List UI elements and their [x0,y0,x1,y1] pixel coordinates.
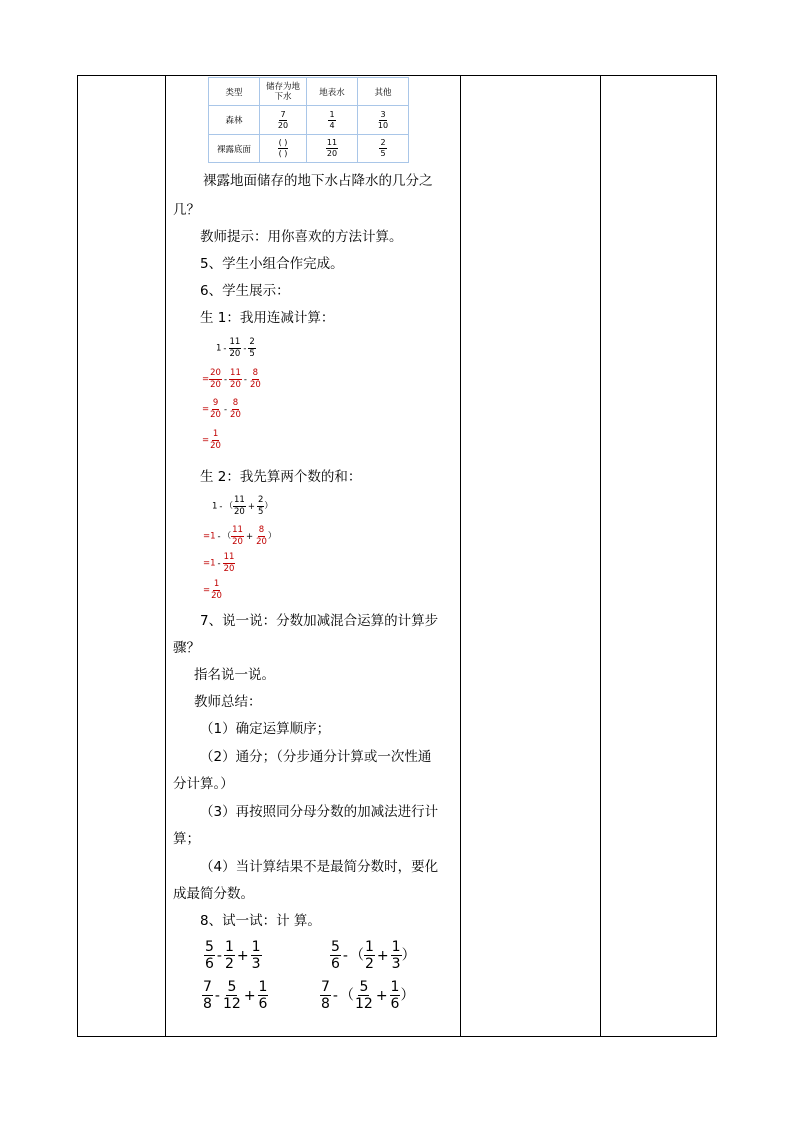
point-instruction: 指名说一说。 [194,667,275,683]
row-label: 森林 [209,106,260,135]
rule-2-line-1: （2）通分；（分步通分计算或一次性通 [200,749,432,765]
exercise-4: $\frac{7}{8}$ - （ $\frac{5}{12}$ + $\frac{1}{6}$ ） [321,979,415,1012]
fraction-cell: $\frac{7}{20}$ [260,106,307,135]
header-cell: 地表水 [307,78,358,106]
rule-2-line-2: 分计算。） [173,776,234,792]
s1-step-b: = $\frac{9}{20}$ - $\frac{8}{20}$ [202,398,241,420]
step-7-line-1: 7、说一说：分数加减混合运算的计算步 [200,613,439,629]
s1-step-a: = $\frac{20}{20}$ - $\frac{11}{20}$ - $\frac{8}{20}$ [202,368,261,390]
fraction-cell: $\frac{2}{5}$ [358,135,409,163]
student-2-title: 生 2：我先算两个数的和： [200,469,362,485]
step-6: 6、学生展示： [200,283,290,299]
question-line-2: 几？ [173,202,200,218]
column-divider-3 [600,76,601,1036]
water-storage-table [208,77,409,163]
s2-expression: 1 - （ $\frac{11}{20}$ + $\frac{2}{5}$ ） [212,495,273,517]
rule-3-line-1: （3）再按照同分母分数的加减法进行计 [200,804,439,820]
column-divider-1 [165,76,166,1036]
question-line-1: 裸露地面储存的地下水占降水的几分之 [203,173,433,189]
step-8: 8、试一试：计 算。 [200,913,321,929]
column-divider-2 [460,76,461,1036]
s2-step-b: =1 - $\frac{11}{20}$ [203,552,235,574]
header-cell: 其他 [358,78,409,106]
header-cell: 储存为地下水 [260,78,307,106]
rule-3-line-2: 算； [173,831,200,847]
student-1-title: 生 1：我用连减计算： [200,310,335,326]
s1-result: = $\frac{1}{20}$ [202,429,221,451]
fraction-cell: $\frac{3}{10}$ [358,106,409,135]
exercise-3: $\frac{7}{8}$ - $\frac{5}{12}$ + $\frac{1}{6}$ [203,979,268,1012]
s2-step-a: =1 - （ $\frac{11}{20}$ + $\frac{8}{20}$ ） [203,525,277,547]
exercise-1: $\frac{5}{6}$ - $\frac{1}{2}$ + $\frac{1}{3}$ [205,939,261,972]
fraction-cell-blank: ( ) ( ) [260,135,307,163]
s1-expression: 1 - $\frac{11}{20}$ - $\frac{2}{5}$ [216,337,255,359]
exercise-2: $\frac{5}{6}$ - （ $\frac{1}{2}$ + $\frac{1}{3}$ ） [331,939,416,972]
fraction-cell: $\frac{11}{20}$ [307,135,358,163]
step-5: 5、学生小组合作完成。 [200,256,344,272]
s2-result: = $\frac{1}{20}$ [203,579,222,601]
step-7-line-2: 骤？ [173,640,200,656]
teacher-hint: 教师提示：用你喜欢的方法计算。 [200,229,403,245]
fraction-cell: $\frac{1}{4}$ [307,106,358,135]
row-label: 裸露底面 [209,135,260,163]
rule-4-line-2: 成最简分数。 [173,886,254,902]
header-cell: 类型 [209,78,260,106]
rule-1: （1）确定运算顺序； [200,721,331,737]
rule-4-line-1: （4）当计算结果不是最简分数时，要化 [200,859,439,875]
teacher-summary: 教师总结： [194,694,262,710]
